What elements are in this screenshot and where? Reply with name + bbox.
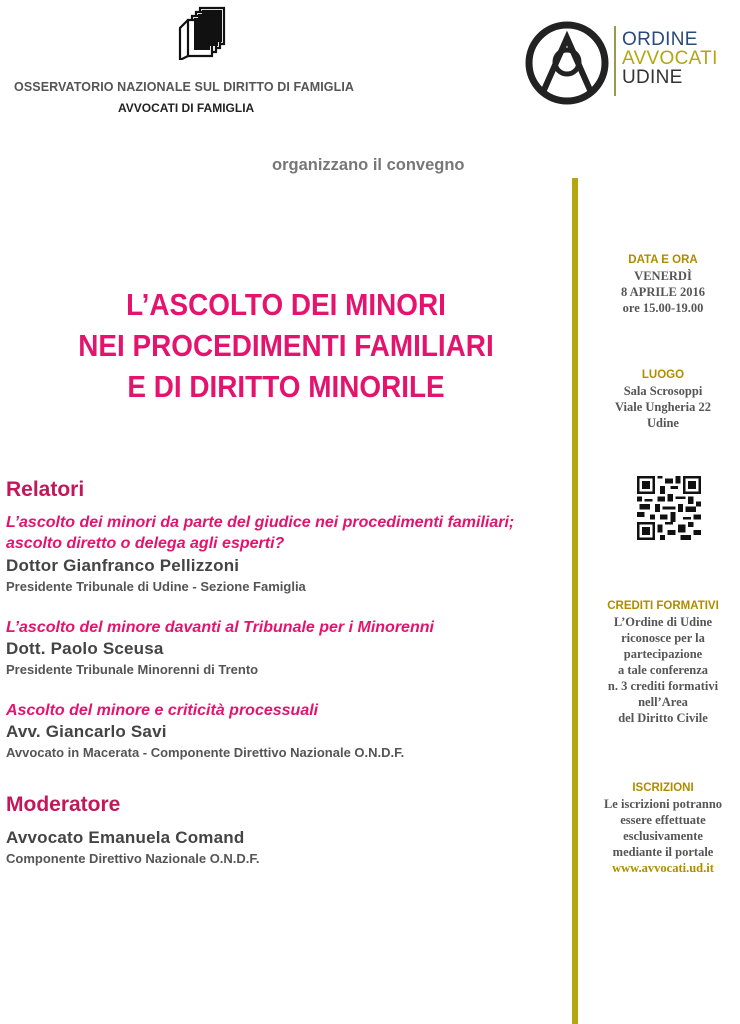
event-title [38,284,535,407]
location-line: Sala Scrosoppi [623,384,703,398]
ordine-line: ORDINE [622,29,698,50]
speaker-role: Presidente Tribunale di Udine - Sezione Famiglia [6,579,306,594]
moderatore-heading: Moderatore [6,793,121,816]
date-section [588,252,738,316]
speaker-name: Dottor Gianfranco Pellizzoni [6,556,240,575]
ordine-wordmark [622,30,718,87]
relatori-heading: Relatori [6,478,85,501]
ordine-avvocati-logo-icon [524,20,610,106]
location-label: LUOGO [641,369,685,381]
title-line: L’ASCOLTO DEI MINORI [126,287,446,322]
registration-line: Le iscrizioni potranno [603,797,723,811]
date-label: DATA E ORA [628,254,698,266]
talk-title: L’ascolto dei minori da parte del giudice nei procedimenti familiari; ascolto diretto o delega agli esperti? [6,514,515,552]
title-line: NEI PROCEDIMENTI FAMILIARI [78,328,494,363]
org-subtitle: AVVOCATI DI FAMIGLIA [118,101,255,115]
registration-line: mediante il portale [612,845,714,859]
speaker-role: Presidente Tribunale Minorenni di Trento [6,662,259,677]
talk-title: L’ascolto del minore davanti al Tribunale per i Minorenni [6,619,434,636]
location-line: Udine [647,416,679,430]
registration-line: essere effettuate [620,813,706,827]
moderator-name: Avvocato Emanuela Comand [6,828,245,847]
vertical-divider [572,178,578,1024]
credits-line: n. 3 crediti formativi [607,679,719,693]
location-section [588,367,738,431]
date-line: VENERDÌ [634,269,692,283]
registration-line: esclusivamente [623,829,703,843]
credits-section [588,598,738,726]
talk-title: Ascolto del minore e criticità processuali [6,702,319,719]
udine-line: UDINE [622,67,683,88]
registration-section [588,780,738,876]
credits-label: CREDITI FORMATIVI [607,600,719,612]
credits-line: L’Ordine di Udine [613,615,713,629]
credits-line: riconosce per la [621,631,705,645]
intro-text: organizzano il convegno [272,156,465,174]
speaker-role: Avvocato in Macerata - Componente Direttivo Nazionale O.N.D.F. [6,745,405,760]
qr-code-icon [637,476,701,540]
credits-line: partecipazione [623,647,703,661]
credits-line: del Diritto Civile [618,711,708,725]
moderator-role: Componente Direttivo Nazionale O.N.D.F. [6,851,260,866]
credits-line: nell’Area [638,695,688,709]
date-line: ore 15.00-19.00 [622,301,704,315]
avvocati-line: AVVOCATI [622,48,718,69]
speaker-name: Avv. Giancarlo Savi [6,722,167,741]
title-line: E DI DIRITTO MINORILE [127,369,445,404]
ordine-logo-bar [614,26,616,96]
org-name: OSSERVATORIO NAZIONALE SUL DIRITTO DI FAMIGLIA [14,80,355,94]
location-line: Viale Ungheria 22 [614,400,712,414]
registration-label: ISCRIZIONI [632,782,694,794]
books-logo-icon [178,4,234,60]
credits-line: a tale conferenza [617,663,708,677]
portal-link[interactable]: www.avvocati.ud.it [612,861,714,875]
speaker-name: Dott. Paolo Sceusa [6,639,164,658]
date-line: 8 APRILE 2016 [620,285,706,299]
